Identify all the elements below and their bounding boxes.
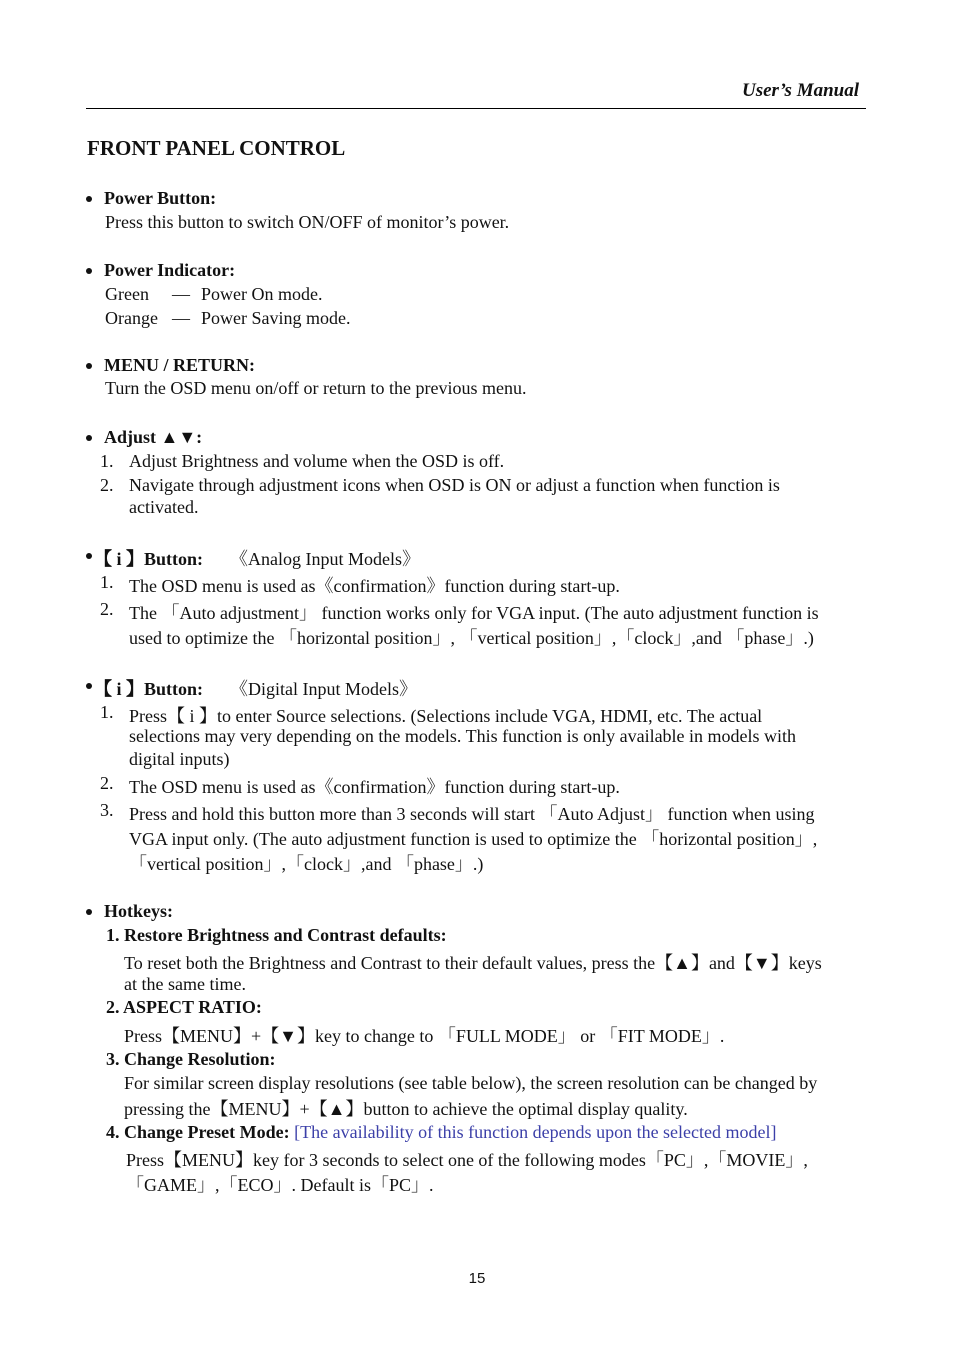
header-title: User’s Manual xyxy=(741,80,859,101)
hotkey-1-text: at the same time. xyxy=(124,974,246,994)
list-number: 1. xyxy=(100,451,114,471)
list-item-text: digital inputs) xyxy=(129,749,230,769)
page-title: FRONT PANEL CONTROL xyxy=(87,136,346,160)
orange-dash: — xyxy=(172,308,190,328)
list-item-text: used to optimize the 「horizontal position」, 「vertical position」,「clock」,and 「phase」.) xyxy=(129,628,814,648)
bullet-dot xyxy=(86,268,92,274)
i-button-analog-label: 【 i 】Button: xyxy=(94,549,204,569)
green-text: Power On mode. xyxy=(201,284,323,304)
list-number: 1. xyxy=(100,702,114,722)
menu-return-label: MENU / RETURN: xyxy=(104,355,255,375)
orange-label: Orange xyxy=(105,308,158,328)
hotkey-4-text: 「GAME」,「ECO」. Default is「PC」. xyxy=(126,1175,434,1195)
i-button-digital-label: 【 i 】Button: xyxy=(94,679,204,699)
hotkey-4-heading xyxy=(106,1122,777,1143)
hotkey-4-text: Press【MENU】key for 3 seconds to select one of the following modes「PC」,「MOVIE」, xyxy=(126,1150,808,1170)
list-item-text: selections may very depending on the models. This function is only available in models with xyxy=(129,726,797,746)
list-item-text: The OSD menu is used as《confirmation》function during start-up. xyxy=(129,576,620,596)
hotkey-2-title: 2. ASPECT RATIO: xyxy=(106,997,262,1017)
list-item-text: VGA input only. (The auto adjustment function is used to optimize the 「horizontal position」, xyxy=(129,829,818,849)
list-item-text: The 「Auto adjustment」 function works only for VGA input. (The auto adjustment function is xyxy=(129,603,819,623)
bullet-dot xyxy=(86,553,92,559)
list-item-text: Press【 i 】to enter Source selections. (Selections include VGA, HDMI, etc. The actual xyxy=(129,706,763,726)
orange-text: Power Saving mode. xyxy=(201,308,351,328)
power-indicator-label: Power Indicator: xyxy=(104,260,236,280)
bullet-dot xyxy=(86,196,92,202)
digital-model-text: 《Digital Input Models》 xyxy=(230,679,417,699)
list-item-text: activated. xyxy=(129,497,199,517)
power-button-label: Power Button: xyxy=(104,188,217,208)
power-button-text: Press this button to switch ON/OFF of monitor’s power. xyxy=(105,212,510,232)
hotkey-1-text: To reset both the Brightness and Contrast to their default values, press the【▲】and【▼】keys xyxy=(124,953,822,973)
list-number: 3. xyxy=(100,800,114,820)
list-item-text: Adjust Brightness and volume when the OSD is off. xyxy=(129,451,505,471)
bullet-dot xyxy=(86,363,92,369)
bullet-dot xyxy=(86,909,92,915)
green-dash: — xyxy=(172,284,190,304)
list-item-text: Navigate through adjustment icons when OSD is ON or adjust a function when function is xyxy=(129,475,780,495)
hotkey-3-title: 3. Change Resolution: xyxy=(106,1049,276,1069)
hotkeys-label: Hotkeys: xyxy=(104,901,173,921)
list-item-text: 「vertical position」,「clock」,and 「phase」.) xyxy=(129,854,484,874)
hotkey-1-title: 1. Restore Brightness and Contrast defaults: xyxy=(106,925,447,945)
list-item-text: Press and hold this button more than 3 seconds will start 「Auto Adjust」 function when using xyxy=(129,804,815,824)
menu-return-text: Turn the OSD menu on/off or return to the previous menu. xyxy=(105,378,527,398)
adjust-label: Adjust ▲▼: xyxy=(104,427,203,447)
list-number: 2. xyxy=(100,599,114,619)
hotkey-2-text: Press【MENU】+【▼】key to change to 「FULL MODE」 or 「FIT MODE」. xyxy=(124,1026,725,1046)
green-label: Green xyxy=(105,284,149,304)
list-number: 2. xyxy=(100,773,114,793)
hotkey-4-note: [The availability of this function depends upon the selected model] xyxy=(294,1122,777,1142)
list-number: 1. xyxy=(100,572,114,592)
list-item-text: The OSD menu is used as《confirmation》function during start-up. xyxy=(129,777,620,797)
analog-model-text: 《Analog Input Models》 xyxy=(230,549,420,569)
hotkey-3-text: pressing the【MENU】+【▲】button to achieve the optimal display quality. xyxy=(124,1099,688,1119)
bullet-dot xyxy=(86,435,92,441)
header-rule xyxy=(86,108,866,109)
hotkey-4-title: 4. Change Preset Mode: xyxy=(106,1122,290,1142)
bullet-dot xyxy=(86,683,92,689)
list-number: 2. xyxy=(100,475,114,495)
hotkey-3-text: For similar screen display resolutions (see table below), the screen resolution can be changed by xyxy=(124,1073,818,1093)
page-number: 15 xyxy=(468,1270,486,1287)
